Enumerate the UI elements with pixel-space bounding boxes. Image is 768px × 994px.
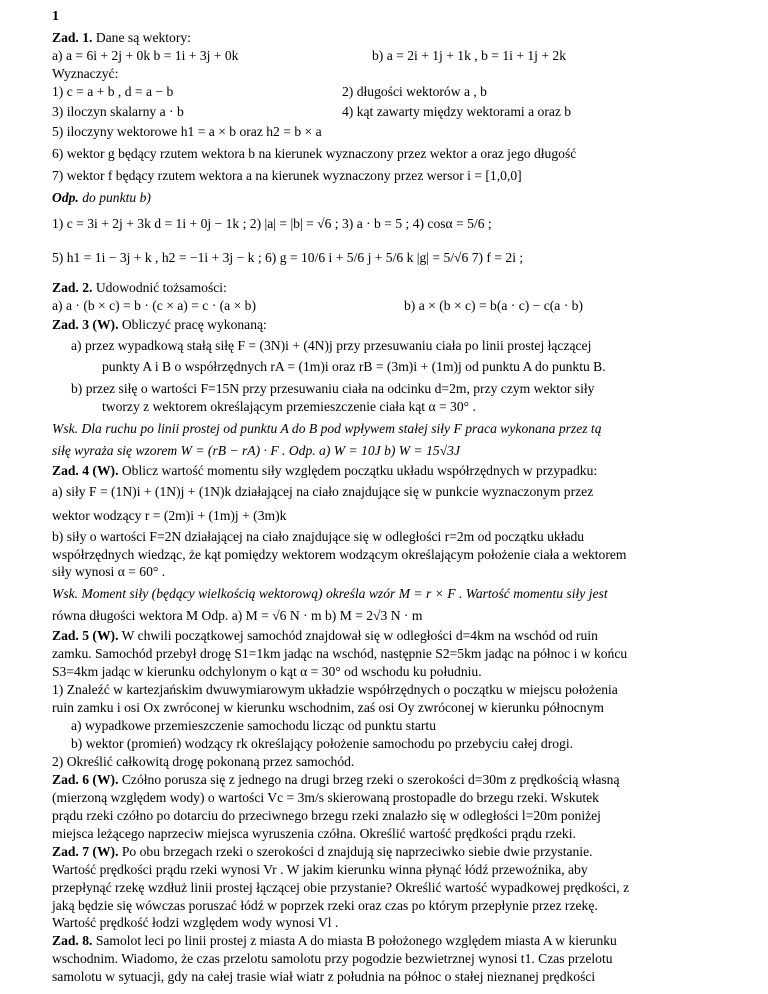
- z8-title: Zad. 8.: [52, 933, 93, 949]
- z1-task-6: 6) wektor g będący rzutem wektora b na kierunek wyznaczony przez wektor a oraz jego długość: [52, 145, 577, 161]
- z5-line-8: 2) Określić całkowitą drogę pokonaną przez samochód.: [52, 754, 355, 769]
- z1-answers-1: 1) c = 3i + 2j + 3k d = 1i + 0j − 1k ; 2) |a| = |b| = √6 ; 3) a · b = 5 ; 4) cosα = 5/6 ;: [52, 215, 492, 231]
- z4-b-line-2: współrzędnych wiedząc, że kąt pomiędzy wektorem wodzącym określającym położenie ciała a wektorem: [52, 546, 627, 562]
- z6-line-2: (mierzoną względem wody) o wartości Vc = 3m/s skierowaną prostopadle do brzegu rzeki. Wskutek: [52, 789, 599, 805]
- z3-a-line-2: punkty A i B o współrzędnych rA = (1m)i oraz rB = (3m)i + (1m)j od punktu A do punktu B.: [102, 358, 606, 374]
- z5-line-1: [52, 627, 716, 645]
- z6-text-1: Czółno porusza się z jednego na drugi brzeg rzeki o szerokości d=30m z prędkością własną: [118, 771, 620, 787]
- z5-line-4: 1) Znaleźć w kartezjańskim dwuwymiarowym układzie współrzędnych o początku w miejscu położenia: [52, 682, 618, 698]
- z3-hint-2: siłę wyraża się wzorem W = (rB − rA) · F . Odp. a) W = 10J b) W = 15√3J: [52, 442, 460, 458]
- z8-line-2: wschodnim. Wiadomo, że czas przelotu samolotu przy pogodzie bezwietrznej wynosi t1. Czas przelotu: [52, 951, 613, 967]
- z4-title: Zad. 4 (W).: [52, 462, 119, 478]
- z2-heading: [52, 279, 716, 297]
- z1-heading: [52, 29, 716, 47]
- page-number: 1: [52, 9, 59, 24]
- z4-hint-2: równa długości wektora M Odp. a) M = √6 N · m b) M = 2√3 N · m: [52, 608, 423, 624]
- z2-title: Zad. 2.: [52, 279, 93, 295]
- z4-b-line-1: b) siły o wartości F=2N działającej na ciało znajdujące się w odległości r=2m od początku układu: [52, 528, 585, 544]
- z3-a-line-1: a) przez wypadkową stałą siłę F = (3N)i + (4N)j przy przesuwaniu ciała po linii prostej łączącej: [71, 337, 592, 353]
- z3-b-line-1: b) przez siłę o wartości F=15N przy przesuwaniu ciała na odcinku d=2m, przy czym wektor siły: [71, 380, 595, 396]
- z7-line-2: Wartość prędkości prądu rzeki wynosi Vr . W jakim kierunku winna płynąć łódź przewoźnika, aby: [52, 861, 588, 877]
- z4-a-line-2: wektor wodzący r = (2m)i + (1m)j + (3m)k: [52, 507, 287, 523]
- z5-title: Zad. 5 (W).: [52, 628, 119, 644]
- z4-b-line-3: siły wynosi α = 60° .: [52, 564, 166, 580]
- z6-line-1: [52, 771, 716, 789]
- z4-hint-1: Wsk. Moment siły (będący wielkością wektorową) określa wzór M = r × F . Wartość momentu siły jest: [52, 586, 608, 602]
- z1-vectors-a: a) a = 6i + 2j + 0k b = 1i + 3j + 0k: [52, 47, 239, 63]
- z1-task-5: 5) iloczyny wektorowe h1 = a × b oraz h2 = b × a: [52, 123, 322, 139]
- z8-line-3: samolotu w sytuacji, gdy na całej trasie wiał wiatr z południa na północ o stałej nieznanej prędkości: [52, 969, 596, 985]
- z5-line-2: zamku. Samochód przebył drogę S1=1km jadąc na wschód, następnie S2=5km jadąc na północ i w końcu: [52, 646, 628, 662]
- z8-line-1: [52, 932, 716, 950]
- z2-title-rest: Udowodnić tożsamości:: [92, 279, 227, 295]
- z7-line-5: Wartość prędkość łodzi względem wody wynosi Vl .: [52, 915, 339, 931]
- z7-title: Zad. 7 (W).: [52, 843, 119, 859]
- z5-line-6: a) wypadkowe przemieszczenie samochodu licząc od punktu startu: [71, 718, 437, 734]
- z5-line-7: b) wektor (promień) wodzący rk określający położenie samochodu po przebyciu całej drogi.: [71, 736, 574, 752]
- z6-line-4: miejsca leżącego naprzeciw miejsca wyruszenia czółna. Określić wartość prędkości prądu rzeki.: [52, 825, 576, 841]
- z2-identities-row: [52, 297, 716, 316]
- z1-tasks-row-2: [52, 103, 716, 123]
- z1-tasks-row-1: [52, 83, 716, 103]
- z2-identity-b: b) a × (b × c) = b(a · c) − c(a · b): [404, 297, 583, 313]
- z7-text-1: Po obu brzegach rzeki o szerokości d znajdują się naprzeciwko siebie dwie przystanie.: [118, 843, 593, 859]
- z4-heading: [52, 462, 716, 480]
- z4-title-rest: Oblicz wartość momentu siły względem początku układu współrzędnych w przypadku:: [118, 462, 598, 478]
- z7-line-3: przepłynąć rzekę wzdłuż linii prostej łączącej obie przystanie? Określić wartość wypadkowej prędkości, z: [52, 879, 630, 895]
- z3-title: Zad. 3 (W).: [52, 316, 119, 332]
- z5-line-3: S3=4km jadąc w kierunku odchylonym o kąt α = 30° od wschodu ku południu.: [52, 664, 482, 680]
- z5-line-5: ruin zamku i osi Ox zwróconej w kierunku wschodnim, zaś osi Oy zwróconej w kierunku północnym: [52, 700, 604, 716]
- z1-wyznaczyc: Wyznaczyć:: [52, 65, 119, 81]
- z1-vectors-row: [52, 47, 716, 65]
- z1-odp-label: Odp.: [52, 189, 79, 205]
- z4-a-line-1: a) siły F = (1N)i + (1N)j + (1N)k działającej na ciało znajdujące się w punkcie wyznaczonym przez: [52, 483, 594, 499]
- z2-identity-a: a) a · (b × c) = b · (c × a) = c · (a × b): [52, 297, 256, 313]
- z1-title-rest: Dane są wektory:: [92, 30, 191, 45]
- z1-title: Zad. 1.: [52, 30, 93, 45]
- z6-title: Zad. 6 (W).: [52, 771, 119, 787]
- z7-line-1: [52, 843, 716, 861]
- z1-task-4: 4) kąt zawarty między wektorami a oraz b: [342, 103, 572, 119]
- z3-hint-1: Wsk. Dla ruchu po linii prostej od punktu A do B pod wpływem stałej siły F praca wykonana przez tą: [52, 420, 602, 436]
- z1-odp: [52, 189, 716, 207]
- z5-text-1: W chwili początkowej samochód znajdował się w odległości d=4km na wschód od ruin: [118, 628, 598, 644]
- z1-task-1: 1) c = a + b , d = a − b: [52, 83, 174, 99]
- document-body: [52, 6, 716, 986]
- z1-odp-rest: do punktu b): [78, 189, 151, 205]
- z7-line-4: jaką będzie się wówczas poruszać łódź w poprzek rzeki oraz czas po którym przepłynie przez rzekę.: [52, 897, 598, 913]
- z1-vectors-b: b) a = 2i + 1j + 1k , b = 1i + 1j + 2k: [372, 47, 567, 63]
- z3-title-rest: Obliczyć pracę wykonaną:: [118, 316, 267, 332]
- z6-line-3: prądu rzeki czółno po dotarciu do przeciwnego brzegu rzeki znalazło się w odległości l=20m poniżej: [52, 807, 601, 823]
- z8-text-1: Samolot leci po linii prostej z miasta A do miasta B położonego względem miasta A w kierunku: [92, 933, 617, 949]
- z1-answers-2: 5) h1 = 1i − 3j + k , h2 = −1i + 3j − k ; 6) g = 10/6 i + 5/6 j + 5/6 k |g| = 5/√6 7) f = 2i ;: [52, 249, 524, 265]
- z1-task-2: 2) długości wektorów a , b: [342, 83, 487, 99]
- z1-task-7: 7) wektor f będący rzutem wektora a na kierunek wyznaczony przez wersor i = [1,0,0]: [52, 167, 522, 183]
- z3-heading: [52, 316, 716, 334]
- z3-b-line-2: tworzy z wektorem określającym przemieszczenie ciała kąt α = 30° .: [102, 398, 476, 414]
- z1-task-3: 3) iloczyn skalarny a · b: [52, 103, 184, 119]
